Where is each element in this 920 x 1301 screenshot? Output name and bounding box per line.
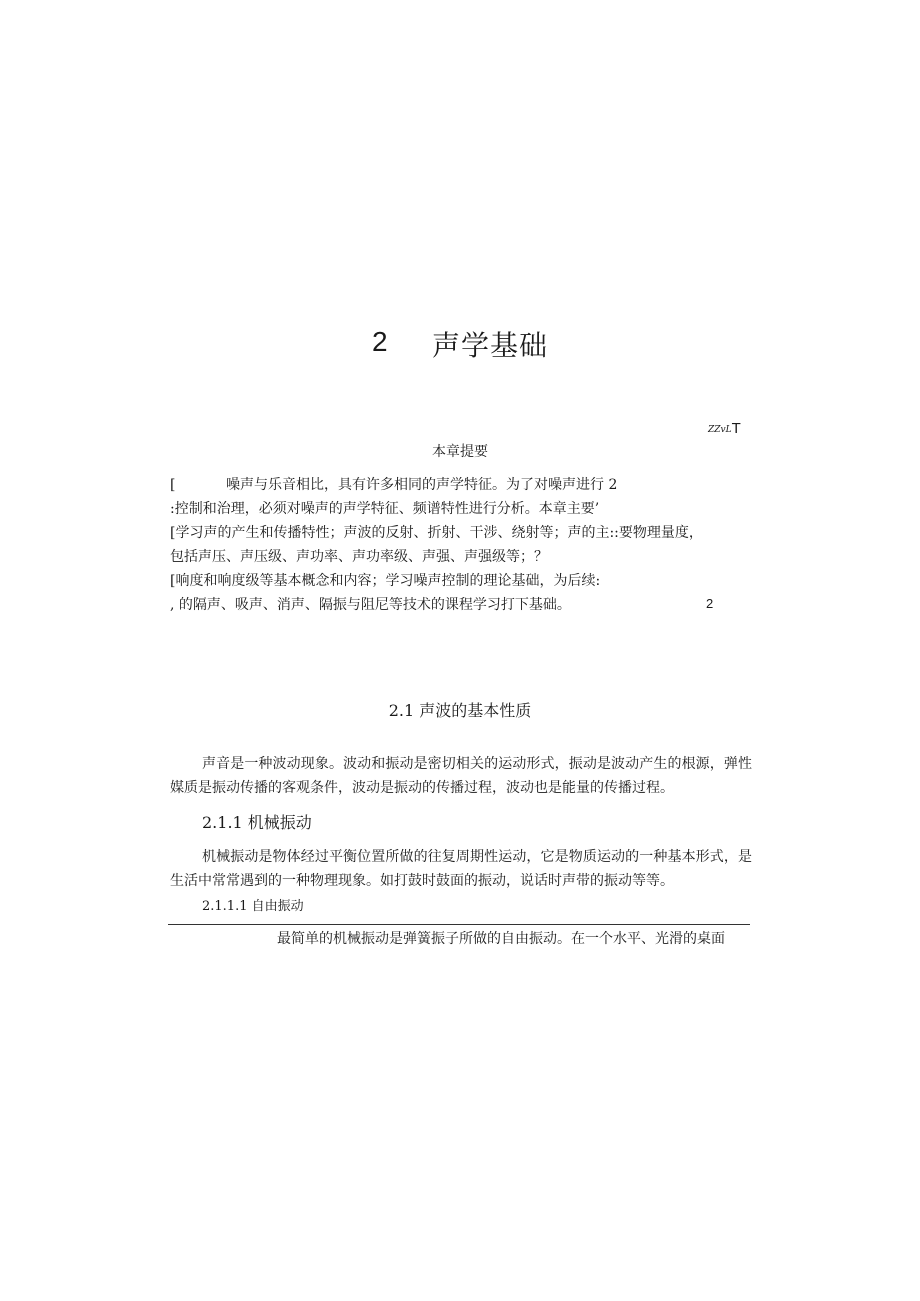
subsubsection-text: 最简单的机械振动是弹簧振子所做的自由振动。在一个水平、光滑的桌面	[277, 931, 725, 947]
corner-mark-small: ZZvL	[708, 425, 732, 435]
summary-line	[170, 474, 617, 496]
section-heading: 2.1 声波的基本性质	[388, 701, 532, 720]
summary-line: [响度和响度级等基本概念和内容；学习噪声控制的理论基础，为后续:	[170, 573, 601, 589]
subsection-paragraph: 机械振动是物体经过平衡位置所做的往复周期性运动，它是物质运动的一种基本形式，是生活中常常遇到的一种物理现象。如打鼓时鼓面的振动，说话时声带的振动等等。	[170, 849, 752, 889]
subsection-heading: 2.1.1 机械振动	[202, 813, 312, 832]
subsubsection-heading: 2.1.1.1 自由振动	[202, 899, 304, 914]
horizontal-rule	[168, 924, 750, 925]
summary-bracket-marker: [	[170, 477, 176, 493]
summary-line-text: 噪声与乐音相比，具有许多相同的声学特征。为了对噪声进行 2	[226, 477, 618, 493]
summary-page-mark: 2	[706, 596, 714, 611]
summary-line: 包括声压、声压级、声功率、声功率级、声强、声强级等；？	[170, 549, 548, 565]
summary-line: , 的隔声、吸声、消声、隔振与阻尼等技术的课程学习打下基础。	[170, 597, 571, 613]
corner-mark-big: T	[731, 420, 741, 437]
section-intro-paragraph: 声音是一种波动现象。波动和振动是密切相关的运动形式，振动是波动产生的根源，弹性媒质是振动传播的客观条件，波动是振动的传播过程，波动也是能量的传播过程。	[170, 756, 752, 796]
summary-line: :控制和治理，必须对噪声的声学特征、频谱特性进行分析。本章主要’	[170, 501, 600, 517]
chapter-number: 2	[372, 326, 388, 357]
corner-mark	[708, 418, 741, 437]
chapter-title: 声学基础	[432, 329, 549, 362]
summary-heading: 本章提要	[432, 444, 488, 460]
summary-line: [学习声的产生和传播特性；声波的反射、折射、干涉、绕射等；声的主::要物理量度，	[170, 525, 703, 541]
